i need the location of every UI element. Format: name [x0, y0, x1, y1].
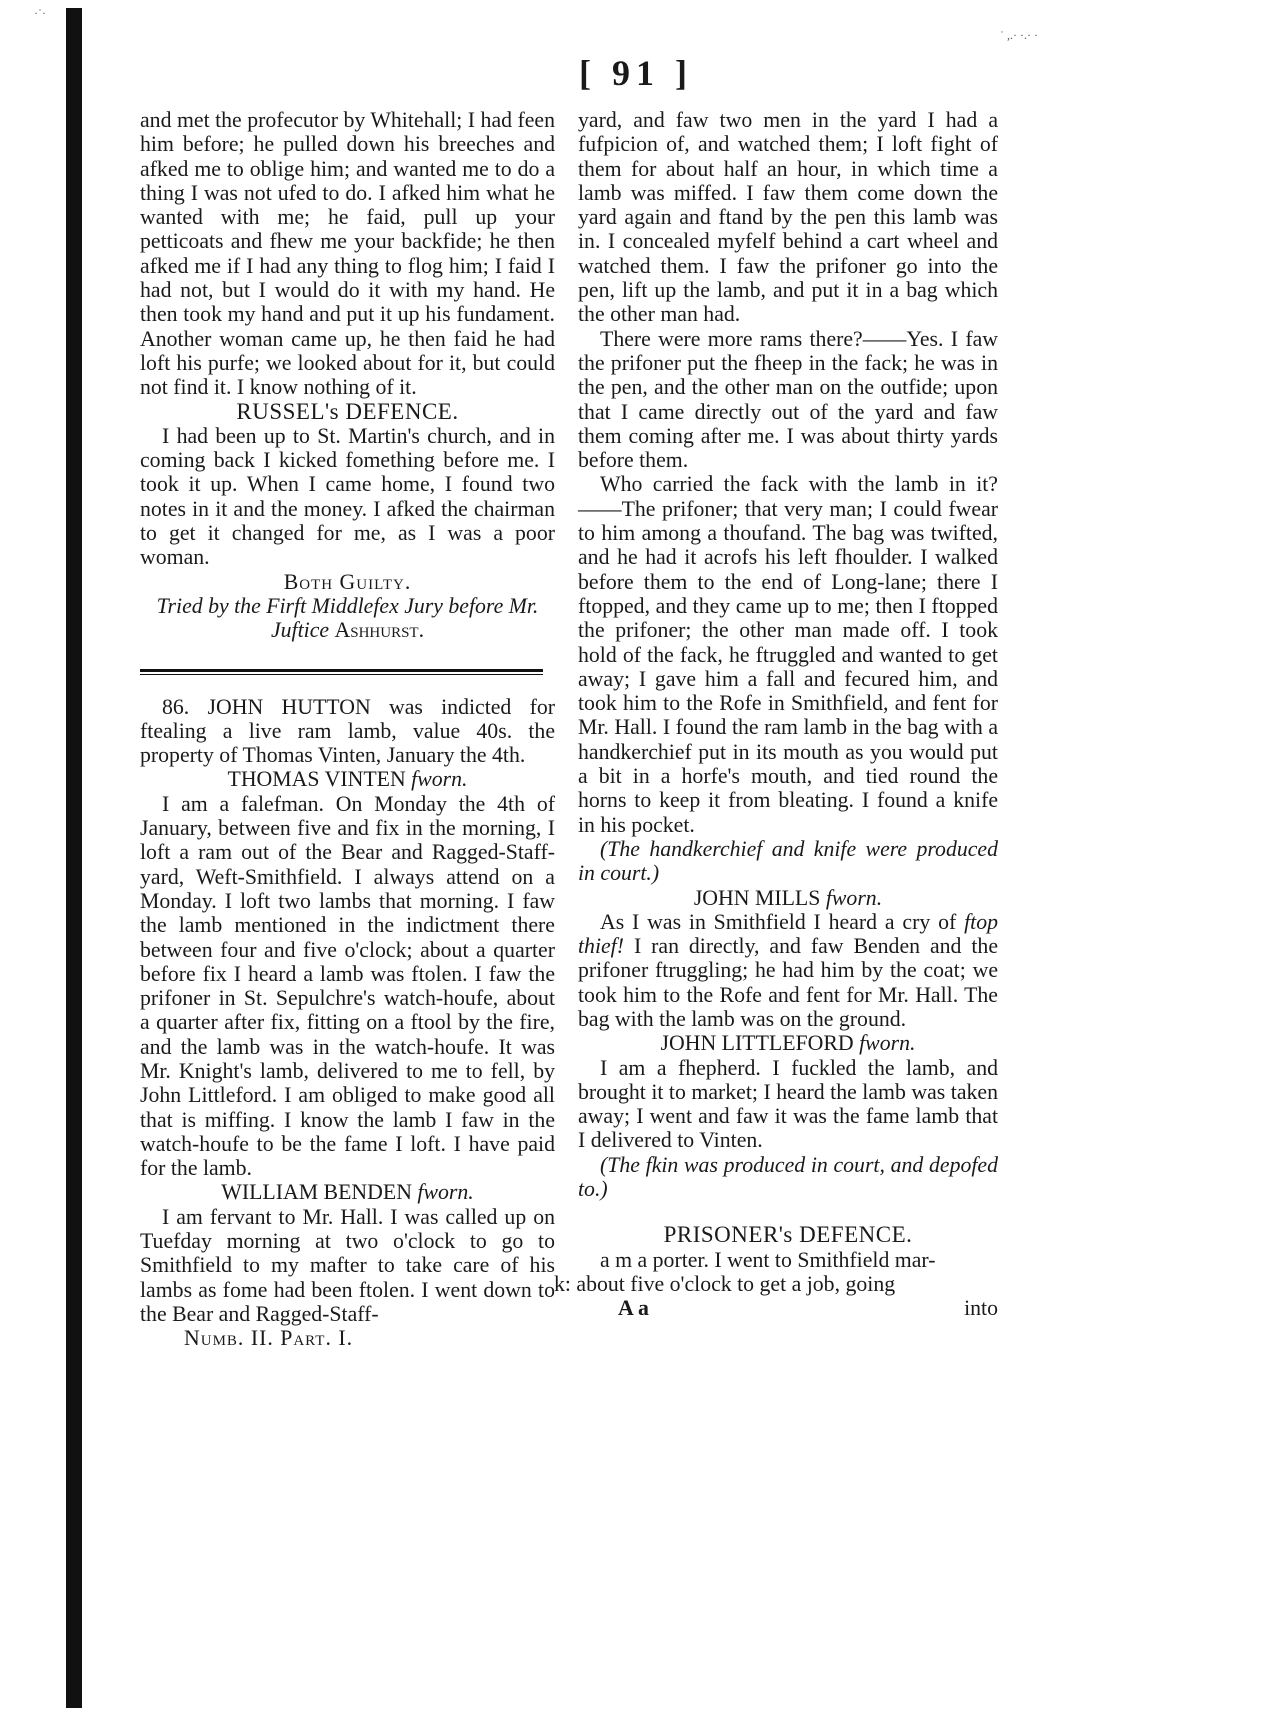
sworn-label: fworn. — [417, 1180, 474, 1205]
printer-signature: Numb. II. Part. I. — [184, 1326, 354, 1351]
witness-heading — [578, 886, 998, 910]
verdict: Both Guilty. — [283, 569, 412, 594]
page-number: [ 91 ] — [579, 53, 693, 93]
left-column — [140, 108, 555, 1351]
paragraph: and met the profecutor by Whitehall; I had feen him before; he pulled down his breeches and afked me to oblige him; and wanted me to do a thing I was not ufed to do. I afked him what he wanted with me; he faid, pull up your petticoats and fhew me your backfide; he then afked me if I had any thing to flog him; I faid I had not, but I would do it with my hand. He then took my hand and put it up his fundament. Another woman came up, he then faid he had loft his purfe; we looked about for it, but could not find it. I know nothing of it. — [140, 108, 555, 400]
section-rule — [140, 669, 543, 675]
witness-name: JOHN LITTLEFORD — [660, 1031, 854, 1056]
witness-name: WILLIAM BENDEN — [221, 1180, 412, 1205]
scan-speckle: ˙ ,.· ·.· · — [1000, 28, 1038, 42]
margin-fragment: k: — [554, 1271, 571, 1296]
case-text: was indicted for ftealing a live ram lamb, value 40s. the property of Thomas Vinten, January the 4th. — [140, 694, 555, 768]
witness-name: JOHN MILLS — [693, 885, 821, 910]
trial-note — [140, 594, 555, 643]
defendant-name: JOHN HUTTON — [207, 694, 371, 719]
testimony-text: I ran directly, and faw Benden and the prifoner ftruggling; he had him by the coat; we took him to the Rofe and fent for Mr. Hall. The bag with the lamb was on the ground. — [578, 934, 998, 1031]
witness-heading — [140, 1180, 555, 1204]
testimony-lead: As I was in Smithfield I heard a cry of — [600, 909, 957, 934]
judge-name: Ashhurst. — [334, 618, 425, 643]
case-intro — [140, 695, 555, 768]
court-note: (The handkerchief and knife were produced in court.) — [578, 836, 998, 886]
defence-line — [554, 1271, 998, 1296]
paragraph: I had been up to St. Martin's church, and in coming back I kicked fomething before me. I took it up. When I came home, I found two notes in it and the money. I afked the chairman to get it changed for me, as I was a poor woman. — [140, 423, 555, 570]
paragraph: Who carried the fack with the lamb in it? ——The prifoner; that very man; I could fwear to him among a thoufand. The bag was twifted, and he had it acrofs his left fhoulder. I walked before them to the end of Long-lane; there I ftopped, and they came up to me; then I ftopped the prifoner; the other man made off. I took hold of the fack, he ftruggled and wanted to get away; I gave him a fall and fecured him, and took him to the Rofe in Smithfield, and fent for Mr. Hall. I found the ram lamb in the bag with a handkerchief put in its mouth as you would put a bit in a horfe's mouth, and tied round the horns to keep it from bleating. I found a knife in his pocket. — [578, 472, 998, 837]
testimony-cry: ftop thief! — [578, 909, 999, 959]
testimony: I am fervant to Mr. Hall. I was called up on Tuefday morning at two o'clock to go to Smithfield to my mafter to take care of his lambs as fome had been ftolen. I went down to the Bear and Ragged-Staff- — [140, 1204, 555, 1326]
signature-mark: A a — [618, 1296, 649, 1321]
right-column — [554, 108, 999, 1321]
defence-text: about five o'clock to get a job, going — [576, 1271, 896, 1296]
paragraph: yard, and faw two men in the yard I had a fufpicion of, and watched them; I loft fight of them for about half an hour, in which time a lamb was miffed. I faw them come down the yard again and ftand by the pen this lamb was in. I concealed myfelf behind a cart wheel and watched them. I faw the prifoner go into the pen, lift up the lamb, and put it in a bag which the other man had. — [578, 108, 998, 327]
testimony: I am a falefman. On Monday the 4th of January, between five and fix in the morning, I loft a ram out of the Bear and Ragged-Staff-yard, Weft-Smithfield. I always attend on a Monday. I loft two lambs that morning. I faw the lamb mentioned in the indictment there between four and five o'clock; about a quarter before fix I heard a lamb was ftolen. I faw the prifoner in St. Sepulchre's watch-houfe, about a quarter after fix, fitting on a ftool by the fire, and the lamb was in the watch-houfe. It was Mr. Knight's lamb, delivered to me to fell, by John Littleford. I am obliged to make good all that is miffing. I know the lamb I faw in the watch-houfe to be the fame I loft. I have paid for the lamb. — [140, 791, 555, 1181]
case-number: 86. — [162, 694, 190, 719]
section-heading: RUSSEL's DEFENCE. — [236, 398, 459, 424]
sworn-label: fworn. — [411, 767, 468, 792]
sworn-label: fworn. — [825, 885, 883, 910]
scan-speckle: ·˙· — [34, 6, 46, 20]
witness-heading — [578, 1031, 998, 1055]
catchword-line — [578, 1296, 998, 1320]
defence-line: a m a porter. I went to Smithfield mar- — [600, 1247, 936, 1272]
witness-heading — [140, 767, 555, 791]
sworn-label: fworn. — [859, 1031, 916, 1056]
section-heading: PRISONER's DEFENCE. — [663, 1222, 913, 1248]
trial-note-text: Tried by the Firft Middlefex Jury before Mr. Juftice — [156, 593, 539, 643]
book-spine-shadow — [66, 8, 82, 1708]
signature-line — [140, 1326, 555, 1350]
catchword: into — [964, 1296, 998, 1321]
witness-name: THOMAS VINTEN — [227, 767, 406, 792]
testimony: I am a fhepherd. I fuckled the lamb, and brought it to market; I heard the lamb was taken away; I went and faw it was the fame lamb that I delivered to Vinten. — [578, 1055, 998, 1153]
testimony — [578, 910, 998, 1031]
paragraph: There were more rams there?——Yes. I faw the prifoner put the fheep in the fack; he was in the pen, and the other man on the outfide; upon that I came directly out of the yard and faw them coming after me. I was about thirty yards before them. — [578, 326, 998, 473]
court-note: (The fkin was produced in court, and depofed to.) — [578, 1152, 998, 1202]
